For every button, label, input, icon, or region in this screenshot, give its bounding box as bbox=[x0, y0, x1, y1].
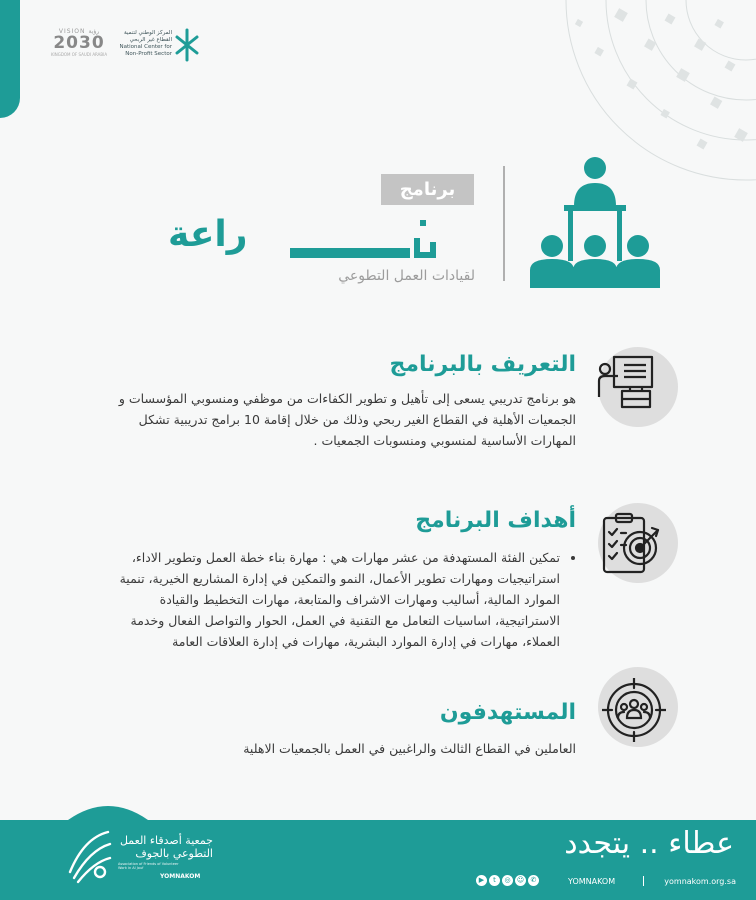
footer-links bbox=[476, 875, 736, 891]
section-title-definition: التعريف بالبرنامج bbox=[389, 352, 576, 377]
hero-divider bbox=[503, 166, 505, 281]
trainer-audience-icon bbox=[528, 156, 662, 288]
goals-bullet: • تمكين الفئة المستهدفة من عشر مهارات هي : مهارة بناء خطة العمل وتطوير الاداء، استراتيجيات ومهارات تطوير الأعمال، النمو والتمكين في إدارة المشاريع الخيرية، تنمية الموارد المالية، أساليب ومهارات الاشراف والمتابعة، مهارات التخطيط والقيادة الاستراتيجية، اساسيات التعامل مع التقنية في العمل، الحوار والتواصل الفعال وخدمة العملاء، مهارات في إدارة الموارد البشرية، مهارات في إدارة العلاقات العامة bbox=[116, 547, 560, 652]
section-title-audience: المستهدفون bbox=[439, 700, 576, 725]
association-logo: جمعية أصدقاء العمل التطوعي بالجوف Association of Friends of Volunteer Work in Al Jouf YOMNAKOM bbox=[64, 826, 224, 886]
checklist-target-icon bbox=[600, 512, 662, 574]
ncnp-logo: المركز الوطني لتنمية القطاع غير الربحي National Center for Non-Profit Sector bbox=[114, 28, 204, 68]
program-title-left: راعة bbox=[168, 214, 248, 255]
footer-separator bbox=[643, 876, 644, 886]
social-handle[interactable]: YOMNAKOM bbox=[568, 877, 616, 886]
social-icons bbox=[476, 875, 539, 886]
vision-2030-logo: VISION رؤية 2030 KINGDOM OF SAUDI ARABIA bbox=[50, 28, 108, 57]
whatsapp-icon[interactable]: ✆ bbox=[528, 875, 539, 886]
association-emblem-icon bbox=[64, 828, 114, 884]
ncnp-emblem-icon bbox=[174, 28, 200, 62]
title-letter-ba bbox=[412, 212, 436, 258]
section-text-audience: العاملين في القطاع الثالث والراغبين في العمل بالجمعيات الاهلية bbox=[243, 741, 576, 756]
program-title bbox=[160, 212, 480, 260]
program-subtitle: لقيادات العمل التطوعي bbox=[338, 268, 475, 284]
target-audience-icon bbox=[602, 678, 666, 742]
section-text-goals bbox=[116, 547, 576, 652]
instagram-icon[interactable]: ◎ bbox=[502, 875, 513, 886]
presentation-board-icon bbox=[596, 355, 656, 411]
youtube-icon[interactable]: ▶ bbox=[476, 875, 487, 886]
program-tag: برنامج bbox=[381, 174, 474, 205]
twitter-icon[interactable]: t bbox=[489, 875, 500, 886]
snapchat-icon[interactable]: ☺ bbox=[516, 876, 525, 884]
section-title-goals: أهداف البرنامج bbox=[415, 508, 576, 533]
title-kashida-bar bbox=[290, 248, 410, 258]
section-text-definition: هو برنامج تدريبي يسعى إلى تأهيل و تطوير الكفاءات من موظفي ومنسوبي المؤسسات و الجمعيات الأهلية في القطاع الغير ربحي وذلك من خلال إقامة 10 برامج تدريبية تشكل المهارات الأساسية لمنسوبي ومنسوبات الجمعيات . bbox=[118, 391, 576, 448]
left-accent-tab bbox=[0, 0, 20, 118]
website-link[interactable]: yomnakom.org.sa bbox=[664, 877, 736, 886]
footer-slogan: عطاء .. يتجدد bbox=[564, 826, 734, 861]
